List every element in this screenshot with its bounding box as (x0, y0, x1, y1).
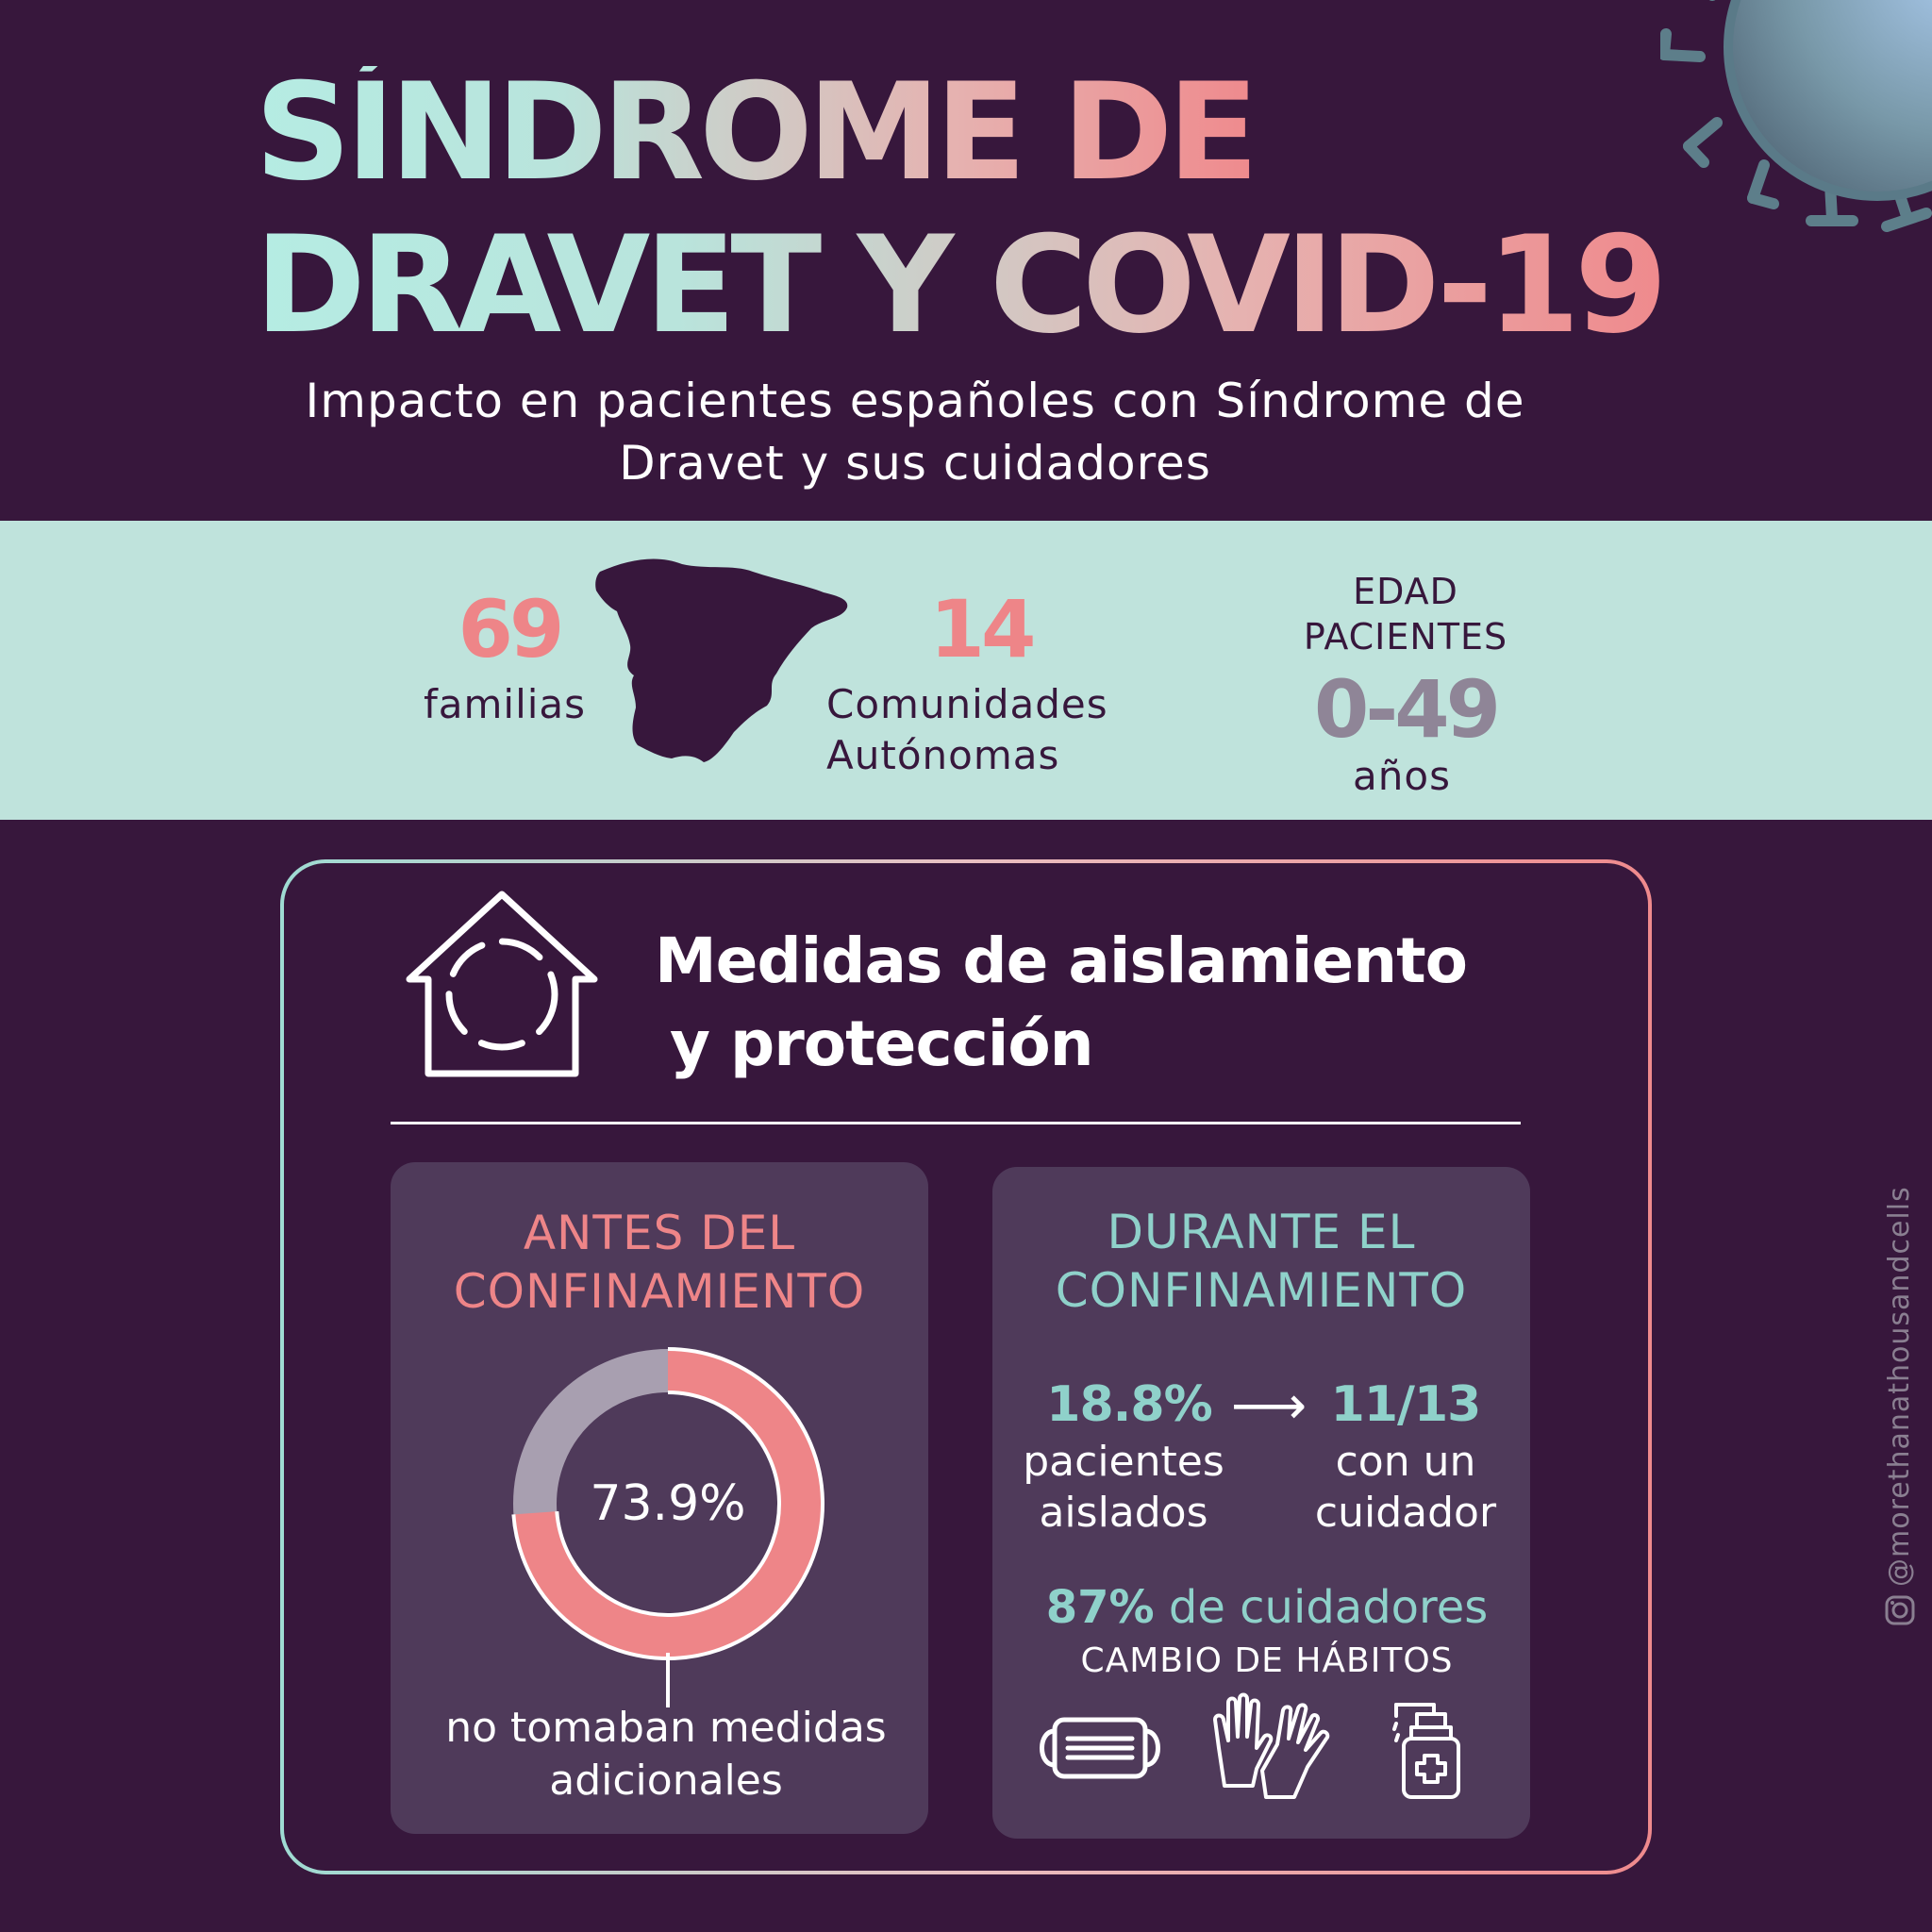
age-unit: años (1353, 753, 1451, 799)
card-during (992, 1167, 1530, 1839)
title-line-1: SÍNDROME DE (255, 55, 1254, 210)
donut-center-label: 73.9% (590, 1475, 746, 1532)
caregiver-label-line-2: cuidador (1314, 1489, 1497, 1537)
title-line-2: DRAVET Y COVID-19 (255, 208, 1662, 363)
age-heading-line-1: EDAD (1353, 571, 1458, 612)
communities-label-line-2: Autónomas (826, 732, 1060, 778)
communities-label-line-1: Comunidades (826, 681, 1108, 727)
during-title-line-2: CONFINAMIENTO (1055, 1263, 1468, 1318)
arrow-icon: ⟶ (1230, 1375, 1307, 1437)
house-icon (406, 889, 598, 1081)
isolated-label-line-1: pacientes (1023, 1438, 1224, 1486)
age-heading (1283, 569, 1528, 659)
age-heading-line-2: PACIENTES (1303, 616, 1508, 658)
caregiver-label (1292, 1437, 1519, 1539)
families-value: 69 (458, 583, 561, 675)
habits-label: de cuidadores (1168, 1581, 1489, 1634)
isolated-label (996, 1437, 1251, 1539)
spain-map-icon (592, 553, 853, 764)
virus-icon (1660, 0, 1932, 255)
communities-value: 14 (929, 583, 1033, 675)
during-title-line-1: DURANTE EL (1107, 1205, 1416, 1259)
habits-value: 87% (1045, 1581, 1155, 1634)
subtitle (217, 370, 1613, 494)
isolated-value: 18.8% (1046, 1376, 1212, 1433)
section-title (655, 920, 1467, 1086)
sanitizer-icon (1385, 1697, 1479, 1803)
habits-line (992, 1578, 1541, 1637)
before-title-line-2: CONFINAMIENTO (453, 1264, 866, 1319)
before-caption (391, 1702, 941, 1807)
subtitle-line-1: Impacto en pacientes españoles con Síndrome de (305, 374, 1525, 428)
before-caption-line-1: no tomaban medidas (445, 1704, 887, 1752)
gloves-icon (1209, 1691, 1332, 1803)
age-value: 0-49 (1313, 663, 1498, 756)
communities-label (826, 679, 1147, 781)
before-caption-line-2: adicionales (549, 1757, 783, 1805)
credit (1883, 1186, 1916, 1626)
card-before (391, 1162, 928, 1834)
habits-caption: CAMBIO DE HÁBITOS (1080, 1641, 1454, 1680)
section-divider (391, 1122, 1521, 1124)
families-label: familias (423, 681, 587, 727)
section-title-line-2: y protección (670, 1008, 1093, 1080)
before-title-line-1: ANTES DEL (523, 1206, 796, 1260)
section-title-line-1: Medidas de aislamiento (655, 924, 1467, 997)
caregiver-value: 11/13 (1330, 1376, 1481, 1433)
credit-handle: @morethanathousandcells (1883, 1186, 1916, 1587)
isolated-label-line-2: aislados (1039, 1489, 1208, 1537)
instagram-icon (1884, 1594, 1916, 1626)
during-title (992, 1203, 1530, 1320)
mask-icon (1034, 1710, 1166, 1786)
caregiver-label-line-1: con un (1335, 1438, 1476, 1486)
subtitle-line-2: Dravet y sus cuidadores (619, 436, 1211, 491)
